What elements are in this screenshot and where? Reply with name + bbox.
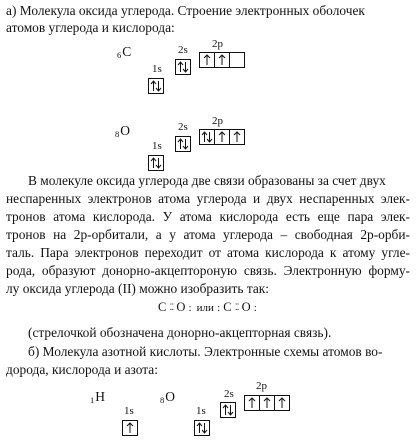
section-b-heading-line2: дорода, кислорода и азота: — [6, 362, 158, 377]
carbon-2p-cell — [199, 52, 215, 68]
oxygen-2s-label: 2s — [178, 121, 188, 133]
paragraph-line7: лу оксида углерода (II) можно изобразить так: — [6, 281, 269, 296]
section-a-heading-line1: а) Молекула оксида углерода. Строение электронных оболочек — [6, 3, 365, 18]
formula-donor-arrow: ⁚⁚ — [234, 302, 239, 312]
oxygen-b-1s-cell — [194, 420, 210, 436]
oxygen-2p-cell — [199, 129, 215, 145]
paragraph-line6: рода, образуют донорно-акцептороную связь. Электронную форму- — [6, 263, 410, 278]
formula-carbon-1: C — [158, 300, 167, 314]
nitrogen-b-2p-label: 2p — [256, 380, 267, 392]
oxygen-symbol: $_8$O — [115, 123, 130, 139]
nitrogen-b-2p-cell — [244, 395, 260, 411]
section-a-heading-line2: атомов углерода и кислорода: — [6, 20, 175, 35]
paragraph-line3: тронов атома кислорода. У атома кислорода есть еще пара элек- — [6, 209, 410, 224]
carbon-2p-cell — [229, 52, 245, 68]
paragraph-line2: неспаренных электронов атома углерода и двух неспаренных элек- — [6, 191, 410, 206]
formula-carbon-2: C — [223, 300, 232, 314]
paragraph-line4: тронов на 2р-орбитали, а у атома углерода – свободная 2р-орби- — [6, 227, 410, 242]
oxygen-2s-cell — [175, 136, 191, 152]
nitrogen-b-2s-label: 2s — [224, 388, 234, 400]
formula-oxygen-2: O — [241, 300, 251, 314]
section-b-heading-line1: б) Молекула азотной кислоты. Электронные схемы атомов во- — [28, 344, 383, 359]
formula-oxygen-1: O — [176, 300, 186, 314]
oxygen-b-symbol: $_8$O — [160, 389, 175, 405]
co-formula: C ⁚⁚ O : или : C ⁚⁚ O : — [158, 300, 257, 314]
oxygen-2p-cell — [214, 129, 230, 145]
nitrogen-b-2p-cell — [259, 395, 275, 411]
nitrogen-b-2p-cell — [274, 395, 290, 411]
carbon-2s-cell — [175, 59, 191, 75]
carbon-1s-label: 1s — [152, 63, 162, 75]
oxygen-1s-cell — [148, 155, 164, 171]
carbon-2p-label: 2p — [212, 38, 223, 50]
hydrogen-1s-cell — [122, 420, 138, 436]
carbon-2p-cell — [214, 52, 230, 68]
formula-or-word: или — [196, 302, 214, 314]
oxygen-1s-label: 1s — [152, 140, 162, 152]
oxygen-b-1s-label: 1s — [196, 405, 206, 417]
carbon-2s-label: 2s — [178, 44, 188, 56]
formula-shared-pairs: ⁚⁚ — [169, 302, 174, 312]
carbon-1s-cell — [148, 78, 164, 94]
note-line: (стрелочкой обозначена донорно-акцепторная связь). — [28, 325, 332, 340]
oxygen-2p-cell — [229, 129, 245, 145]
hydrogen-symbol: $_1$H — [90, 389, 105, 405]
hydrogen-1s-label: 1s — [124, 405, 134, 417]
nitrogen-b-2s-cell — [220, 402, 236, 418]
oxygen-2p-label: 2p — [212, 115, 223, 127]
paragraph-line5: таль. Пара электронов переходит от атома кислорода к атому угле- — [6, 245, 410, 260]
paragraph-line1: В молекуле оксида углерода две связи образованы за счет двух — [28, 173, 386, 188]
carbon-symbol: $_6$C — [117, 44, 132, 60]
